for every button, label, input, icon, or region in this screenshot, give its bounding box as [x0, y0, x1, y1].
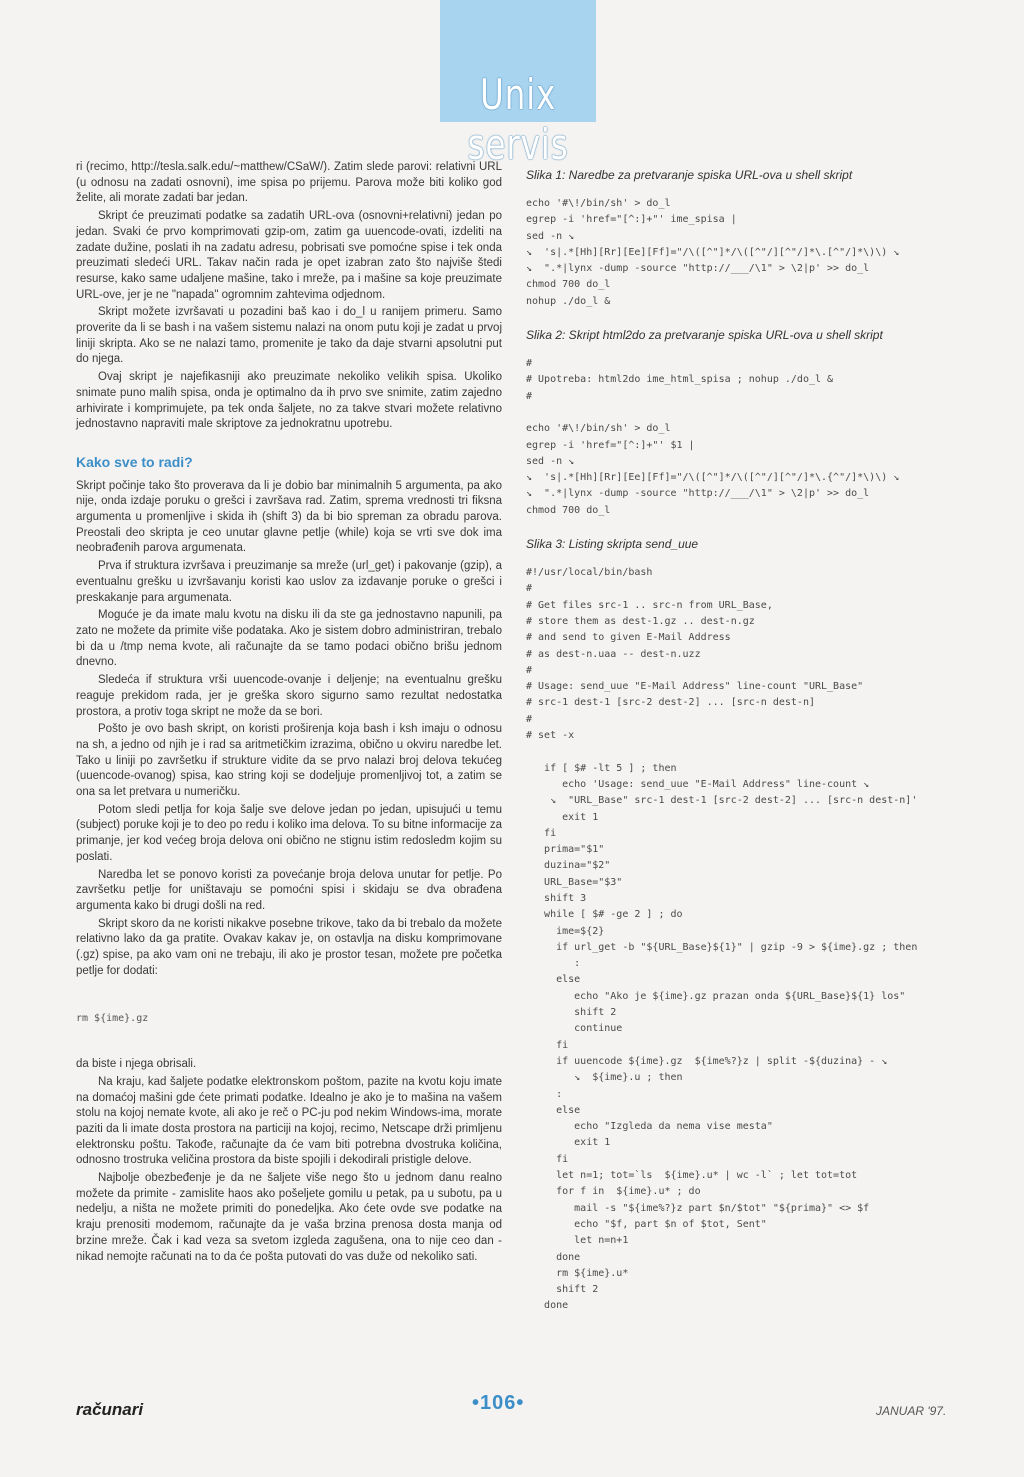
- body-paragraph: da biste i njega obrisali.: [76, 1058, 197, 1071]
- section-title: Unix servis: [467, 70, 569, 169]
- code-listing: #!/usr/local/bin/bash # # Get files src-1 .. src-n from URL_Base, # store them as dest-1.gz .. dest-n.gz # and send to given E-Mail Address # as dest-n.uaa -- dest-n.uzz # # Usage: send_uue "E-Mail Address" line-count "URL_Base" # src-1 dest-1 [src-2 dest-2] ... [src-n dest-n] # # set -x if [ $# -lt 5 ] ; then echo 'Usage: send_uue "E-Mail Address" line-count ↘ ↘ "URL_Base" src-1 dest-1 [src-2 dest-2] ... [src-n dest-n]' exit 1 fi prima="$1" duzina="$2" URL_Base="$3" shift 3 while [ $# -ge 2 ] ; do ime=${2} if url_get -b "${URL_Base}${1}" | gzip -9 > ${ime}.gz ; then : else echo "Ako je ${ime}.gz prazan onda ${URL_Base}${1} los" shift 2 continue fi if uuencode ${ime}.gz ${ime%?}z | split -${duzina} - ↘ ↘ ${ime}.u ; then : else echo "Izgleda da nema vise mesta" exit 1 fi let n=1; tot=`ls ${ime}.u* | wc -l` ; let tot=tot for f in ${ime}.u* ; do mail -s "${ime%?}z part $n/$tot" "${prima}" <> $f echo "$f, part $n of $tot, Sent" let n=n+1 done rm ${ime}.u* shift 2 done: [526, 567, 918, 1312]
- body-paragraph: Naredba let se ponovo koristi za povećanje broja delova unutar for petlje. Po završetku petlje for uništavaju se pomoćni spisi i skidaju se dva obrađena argumenta kako bi drugi došli na red.: [76, 868, 502, 912]
- body-paragraph: Pošto je ovo bash skript, on koristi proširenja koja bash i ksh imaju o odnosu na sh, a jedno od njih je i rad sa aritmetičkim izrazima, obično u okviru naredbe let. Tako u liniji po završetku if strukture vidite da se prvo nalazi broj delova tekućeg (uuencode-ovanog) spisa, kao string koji se dodeljuje promenljivoj tot, a zatim se ona sa let pretvara u numeričku.: [76, 723, 502, 799]
- body-paragraph: Skript skoro da ne koristi nikakve posebne trikove, tako da bi trebalo da možete relativno lako da ga pratite. Ovakav kakav je, on ostavlja na disku komprimovane (.gz) spise, pa ako vam oni ne trebaju, ili ako je prostor tesan, možete pre početka petlje for dodati:: [76, 917, 502, 977]
- issue-date: JANUAR '97.: [876, 1404, 947, 1418]
- code-listing: # # Upotreba: html2do ime_html_spisa ; nohup ./do_l & # echo '#\!/bin/sh' > do_l egrep -i 'href="[^:]+"' $1 | sed -n ↘ ↘ 's|.*[Hh][Rr][Ee][Ff]="/\([^"]*/\([^"/][^"/]*\.{^"/]*\)\) ↘ ↘ ".*|lynx -dump -source "http://___/\1" > \2|p' >> do_l chmod 700 do_l: [526, 358, 900, 516]
- body-paragraph: Skript počinje tako što proverava da li je dobio bar minimalnih 5 argumenta, pa ako nije, onda izdaje poruku o grešci i završava rad. Zatim, sprema vrednosti tri fiksna argumenta u promenljive i skida ih (shift 3) da bi bio spreman za obradu parova. Preostali deo skripta je ceo unutar glavne petlje (while) koja se vrti sve dok ima neobrađenih parova argumenata.: [76, 479, 502, 555]
- body-paragraph: Sledeća if struktura vrši uuencode-ovanje i deljenje; na eventualnu grešku reaguje prekidom rada, jer je greška skoro sigurno samo rezultat nedostatka prostora, a protiv toga skript ne može da se bori.: [76, 674, 502, 718]
- magazine-name: računari: [76, 1400, 144, 1419]
- section-heading: Kako sve to radi?: [76, 453, 193, 470]
- figure-caption: Slika 1: Naredbe za pretvaranje spiska URL-ova u shell skript: [526, 168, 853, 182]
- figure-caption: Slika 2: Skript html2do za pretvaranje spiska URL-ova u shell skript: [526, 328, 883, 343]
- inline-code: rm ${ime}.gz: [76, 1013, 149, 1025]
- body-paragraph: Skript će preuzimati podatke sa zadatih URL-ova (osnovni+relativni) jedan po jedan. Svaki će prvo komprimovati gzip-om, zatim ga uuencode-ovati, izdeliti na zadate dužine, poslati ih na zadatu adresu, pobrisati sve pomoćne spise i tek onda preuzimati sledeći URL. Takav način rada je opet izabran zato što najviše štedi resurse, kako same udaljene mašine, tako i mreže, pa i mašine sa koje preuzimate URL-ove, jer je ne "napada" ogromnim zahtevima odjednom.: [76, 210, 502, 301]
- body-paragraph: Skript možete izvršavati u pozadini baš kao i do_l u ranijem primeru. Samo proverite da li se bash i na vašem sistemu nalazi na onom putu koji je zadat u prvoj liniji skripta. Ako se ne nalazi tamo, promenite je tako da daje stvarni apsolutni put do njega.: [76, 306, 502, 366]
- body-paragraph: Potom sledi petlja for koja šalje sve delove jedan po jedan, upisujući u temu (subject) poruke koji je to deo po redu i koliko ima delova. To su bitne informacije za primanje, jer kod većeg broja delova oni obično ne stignu istim redosledm kojim su poslati.: [76, 803, 502, 863]
- body-paragraph: ri (recimo, http://tesla.salk.edu/~matthew/CSaW/). Zatim slede parovi: relativni URL (u odnosu na zadati osnovni), ime spisa po prijemu. Parova može biti koliko god želite, ali morate zadati bar jedan.: [76, 161, 502, 205]
- body-paragraph: Najbolje obezbeđenje je da ne šaljete više nego što u jednom danu realno možete da primite - zamislite haos ako pošeljete gomilu u petak, pa u subotu, pa u nedelju, a ništa ne možete primiti do ponedeljka. Ako ćete ovde sve podatke na kraju prenositi modemom, računajte da je vaša brzina prenosa dosta manja od brzine mreže. Čak i kad veza sa svetom izgleda zagušena, ona to nije ceo dan - nikad nemojte računati na to da će pošta putovati do vas duže od nekoliko sati.: [76, 1172, 502, 1263]
- body-paragraph: Moguće je da imate malu kvotu na disku ili da ste ga jednostavno napunili, pa zato ne možete da primite više podataka. Ako je sistem dobro administriran, trebalo bi da u /tmp nema kvote, ali računajte da se tamo podaci obično brišu jednom dnevno.: [76, 609, 502, 669]
- code-listing: echo '#\!/bin/sh' > do_l egrep -i 'href="[^:]+"' ime_spisa | sed -n ↘ ↘ 's|.*[Hh][Rr][Ee][Ff]="/\([^"]*/\([^"/][^"/]*\.[^"/]*\)\) ↘ ↘ ".*|lynx -dump -source "http://___/\1" > \2|p' >> do_l chmod 700 do_l nohup ./do_l &: [526, 198, 900, 307]
- left-column: [76, 160, 502, 1267]
- body-paragraph: Prva if struktura izvršava i preuzimanje sa mreže (url_get) i pakovanje (gzip), a eventualnu grešku u izvršavanju koristi kao uslov za izdavanje poruke o grešci i preskakanje para argumenata.: [76, 560, 502, 604]
- figure-caption: Slika 3: Listing skripta send_uue: [526, 537, 699, 552]
- page-number: •106•: [472, 1392, 525, 1414]
- right-column: [526, 168, 956, 1333]
- body-paragraph: Ovaj skript je najefikasniji ako preuzimate nekoliko velikih spisa. Ukoliko snimate puno malih spisa, onda je optimalno da ih prvo sve snimite, zatim zajedno arhivirate i komprimujete, pa tek onda šaljete, no za takve stvari možete relativno jednostavno napraviti male skriptove za jednokratnu upotrebu.: [76, 371, 502, 431]
- body-paragraph: Na kraju, kad šaljete podatke elektronskom poštom, pazite na kvotu koju imate na domaćoj mašini gde ćete primati podatke. Idealno je ako je to mašina na vašem stolu na kojoj nemate kvote, ali ako je reč o PC-ju pod nekim Windows-ima, morate paziti da li imate dosta prostora na particiji na kojoj, recimo, Netscape drži primljenu elektronsku poštu. Takođe, računajte da će vam biti potrebna dvostruka količina, odnosno trostruka veličina prostora da biste spojili i dekodirali pristigle delove.: [76, 1075, 502, 1167]
